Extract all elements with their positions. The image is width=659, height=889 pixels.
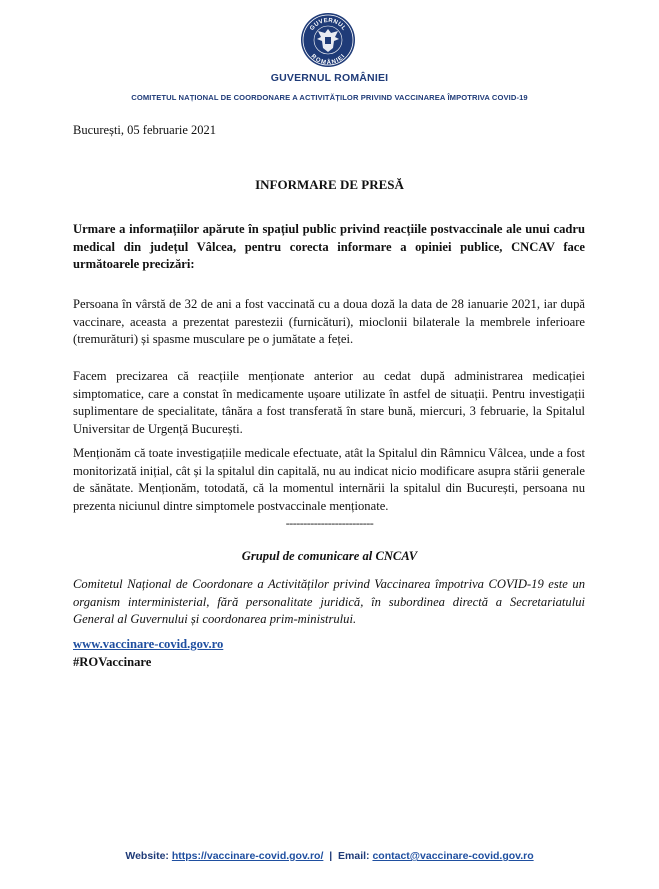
hashtag: #ROVaccinare	[73, 655, 152, 669]
footer	[0, 850, 659, 862]
committee-name: COMITETUL NAȚIONAL DE COORDONARE A ACTIVITĂȚILOR PRIVIND VACCINAREA ÎMPOTRIVA COVID-19	[131, 93, 528, 102]
document-title: INFORMARE DE PRESĂ	[255, 177, 404, 192]
separator-line: -------------------------	[285, 516, 374, 530]
body-paragraph-2: Facem precizarea că reacțiile menționate anterior au cedat după administrarea medicației simptomatice, care a constat în medicamente ușoare utilizate în astfel de situații. Pentru investigații suplimentare de specialitate, tânăra a fost transferată în stare bună, miercuri, 3 februarie, la Spitalul Universitar de Urgență București.	[73, 369, 585, 436]
svg-text:ROMÂNIEI: ROMÂNIEI	[309, 53, 347, 67]
footer-website-label: Website:	[125, 850, 169, 862]
footer-divider: |	[329, 850, 333, 862]
footer-email-link[interactable]: contact@vaccinare-covid.gov.ro	[372, 850, 534, 862]
intro-paragraph: Urmare a informațiilor apărute în spațiul public privind reacțiile postvaccinale ale unui cadru medical din județul Vâlcea, pentru corecta informare a opiniei publice, CNCAV face următoarele precizări:	[73, 222, 585, 271]
group-title: Grupul de comunicare al CNCAV	[241, 549, 418, 563]
body-paragraph-1: Persoana în vârstă de 32 de ani a fost vaccinată cu a doua doză la data de 28 ianuarie 2021, iar după vaccinare, aceasta a prezentat parestezii (furnicături), mioclonii bilaterale la membrele inferioare (tremurături) și spasme musculare pe o jumătate a feței.	[73, 297, 585, 346]
website-link[interactable]: www.vaccinare-covid.gov.ro	[73, 637, 224, 651]
government-title: GUVERNUL ROMÂNIEI	[270, 72, 389, 84]
about-paragraph: Comitetul Național de Coordonare a Activităților privind Vaccinarea împotriva COVID-19 este un organism interministerial, fără personalitate juridică, în subordinea directă a Secretariatului General al Guvernului și coordonarea prim-ministrului.	[73, 577, 585, 626]
svg-text:GUVERNUL: GUVERNUL	[309, 17, 347, 32]
footer-email-label: Email:	[338, 850, 370, 862]
place-date: București, 05 februarie 2021	[73, 123, 217, 137]
government-seal-icon	[300, 12, 356, 68]
body-paragraph-3: Menționăm că toate investigațiile medicale efectuate, atât la Spitalul din Râmnicu Vâlcea, unde a fost monitorizată inițial, cât și la spitalul din capitală, nu au indicat nicio modificare asupra stării generale de sănătate. Menționăm, totodată, că la momentul internării la spitalul din București, persoana nu prezenta niciunul dintre simptomele postvaccinale menționate.	[73, 446, 585, 513]
footer-website-link[interactable]: https://vaccinare-covid.gov.ro/	[171, 850, 324, 862]
